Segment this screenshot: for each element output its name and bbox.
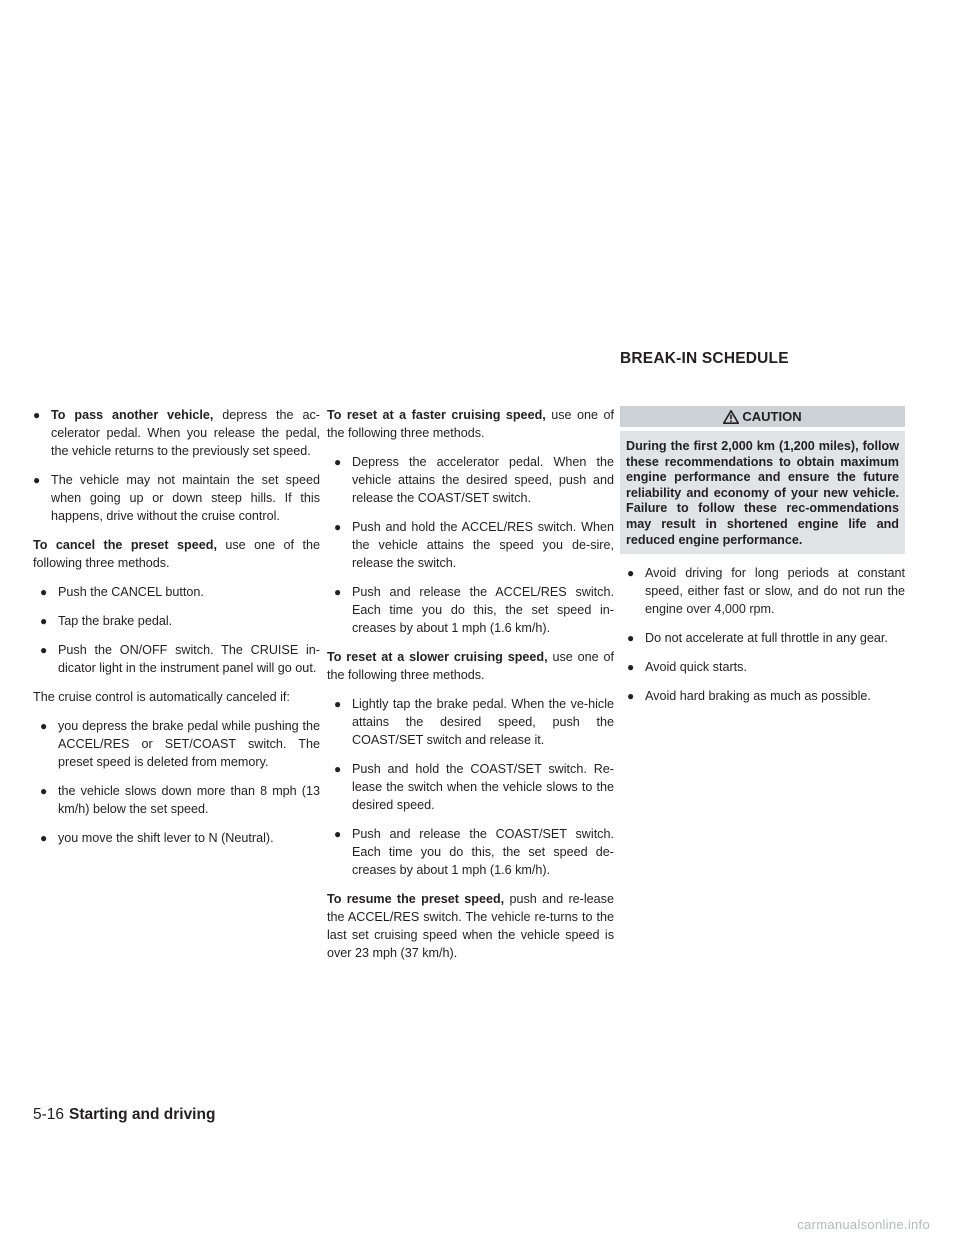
list-item bbox=[33, 471, 320, 525]
list-item bbox=[620, 687, 905, 705]
resume-heading: To resume the preset speed, bbox=[327, 892, 505, 906]
chapter-title: Starting and driving bbox=[69, 1106, 216, 1123]
page-number: 5-16 bbox=[33, 1106, 65, 1123]
bullet-icon: ● bbox=[40, 643, 48, 657]
list-item bbox=[327, 760, 614, 814]
slower-heading: To reset at a slower cruising speed, bbox=[327, 650, 548, 664]
list-item-text: you move the shift lever to N (Neutral). bbox=[58, 831, 274, 845]
bullet-icon: ● bbox=[334, 762, 342, 776]
caution-header bbox=[620, 406, 905, 427]
list-item-text: you depress the brake pedal while pushing the ACCEL/RES or SET/COAST switch. The preset speed is deleted from memory. bbox=[58, 719, 320, 769]
bullet-icon: ● bbox=[40, 831, 48, 845]
list-item-text: Push the ON/OFF switch. The CRUISE in-dicator light in the instrument panel will go out. bbox=[58, 643, 320, 675]
bullet-icon: ● bbox=[334, 827, 342, 841]
watermark: carmanualsonline.info bbox=[797, 1217, 930, 1232]
bullet-icon: ● bbox=[627, 689, 635, 704]
column-2 bbox=[327, 406, 614, 973]
list-item bbox=[327, 453, 614, 507]
bullet-icon: ● bbox=[334, 455, 342, 469]
bullet-icon: ● bbox=[334, 520, 342, 534]
list-item bbox=[33, 782, 320, 818]
list-item bbox=[620, 564, 905, 618]
column-3 bbox=[620, 406, 905, 716]
resume-text: push and re-lease the ACCEL/RES switch. The vehicle re-turns to the last set cruising speed when the vehicle speed is over 23 mph (37 km/h). bbox=[327, 892, 614, 960]
bullet-icon: ● bbox=[33, 408, 41, 422]
list-item bbox=[327, 518, 614, 572]
cancel-paragraph bbox=[33, 536, 320, 572]
cancel-heading: To cancel the preset speed, bbox=[33, 538, 217, 552]
caution-label: CAUTION bbox=[742, 408, 802, 424]
bullet-icon: ● bbox=[627, 660, 635, 675]
cancel-list bbox=[33, 583, 320, 677]
page-footer bbox=[33, 1106, 215, 1124]
bullet-icon: ● bbox=[334, 585, 342, 599]
faster-text: use one of the following three methods. bbox=[327, 408, 614, 440]
auto-cancel-intro: The cruise control is automatically canceled if: bbox=[33, 690, 290, 704]
bullet-icon: ● bbox=[40, 585, 48, 599]
list-item bbox=[327, 825, 614, 879]
section-title: BREAK-IN SCHEDULE bbox=[620, 350, 789, 367]
list-item-text: Avoid quick starts. bbox=[645, 660, 747, 675]
maintain-text: The vehicle may not maintain the set speed when going up or down steep hills. If this happens, drive without the cruise control. bbox=[51, 473, 320, 523]
bullet-icon: ● bbox=[627, 566, 635, 581]
warning-triangle-icon bbox=[723, 410, 739, 424]
cancel-text: use one of the following three methods. bbox=[33, 538, 320, 570]
list-item bbox=[33, 583, 320, 601]
list-item-text: Tap the brake pedal. bbox=[58, 614, 173, 628]
bullet-icon: ● bbox=[40, 719, 48, 733]
list-item bbox=[33, 641, 320, 677]
faster-heading: To reset at a faster cruising speed, bbox=[327, 408, 546, 422]
bullet-icon: ● bbox=[40, 614, 48, 628]
column-1 bbox=[33, 406, 320, 858]
caution-body: During the first 2,000 km (1,200 miles), follow these recommendations to obtain maximum engine performance and ensure the future reliability and economy of your new vehicle. Failure to follow these rec-ommendations may result in shortened engine life and reduced engine performance. bbox=[620, 431, 905, 554]
list-item-text: Push and release the ACCEL/RES switch. Each time you do this, the set speed in-creases by about 1 mph (1.6 km/h). bbox=[352, 585, 614, 635]
list-item bbox=[33, 406, 320, 460]
list-item-text: Do not accelerate at full throttle in any gear. bbox=[645, 631, 888, 646]
list-item bbox=[620, 629, 905, 647]
list-item-text: Push and release the COAST/SET switch. Each time you do this, the set speed de-creases by about 1 mph (1.6 km/h). bbox=[352, 827, 614, 877]
list-item-text: Push and hold the ACCEL/RES switch. When the vehicle attains the speed you de-sire, release the switch. bbox=[352, 520, 614, 570]
list-item-text: Push and hold the COAST/SET switch. Re-lease the switch when the vehicle slows to the desired speed. bbox=[352, 762, 614, 812]
faster-paragraph bbox=[327, 406, 614, 442]
slower-text: use one of the following three methods. bbox=[327, 650, 614, 682]
bullet-icon: ● bbox=[334, 697, 342, 711]
list-item bbox=[33, 612, 320, 630]
list-item bbox=[620, 658, 905, 676]
pass-heading: To pass another vehicle, bbox=[51, 408, 214, 422]
list-item-text: Push the CANCEL button. bbox=[58, 585, 204, 599]
break-in-list bbox=[620, 564, 905, 705]
slower-list bbox=[327, 695, 614, 879]
bullet-icon: ● bbox=[33, 473, 41, 487]
list-item-text: Lightly tap the brake pedal. When the ve-hicle attains the desired speed, push the COAST/SET switch and release it. bbox=[352, 697, 614, 747]
bullet-icon: ● bbox=[627, 631, 635, 646]
list-item-text: Depress the accelerator pedal. When the vehicle attains the desired speed, push and release the COAST/SET switch. bbox=[352, 455, 614, 505]
list-item bbox=[327, 583, 614, 637]
list-item bbox=[33, 717, 320, 771]
faster-list bbox=[327, 453, 614, 637]
resume-paragraph bbox=[327, 890, 614, 962]
list-item bbox=[33, 829, 320, 847]
list-item-text: the vehicle slows down more than 8 mph (13 km/h) below the set speed. bbox=[58, 784, 320, 816]
pass-list bbox=[33, 406, 320, 525]
list-item-text: Avoid driving for long periods at constant speed, either fast or slow, and do not run the engine over 4,000 rpm. bbox=[645, 566, 905, 617]
bullet-icon: ● bbox=[40, 784, 48, 798]
list-item bbox=[327, 695, 614, 749]
slower-paragraph bbox=[327, 648, 614, 684]
pass-text: depress the ac-celerator pedal. When you release the pedal, the vehicle returns to the previously set speed. bbox=[51, 408, 320, 458]
list-item-text: Avoid hard braking as much as possible. bbox=[645, 689, 871, 704]
auto-cancel-list bbox=[33, 717, 320, 847]
